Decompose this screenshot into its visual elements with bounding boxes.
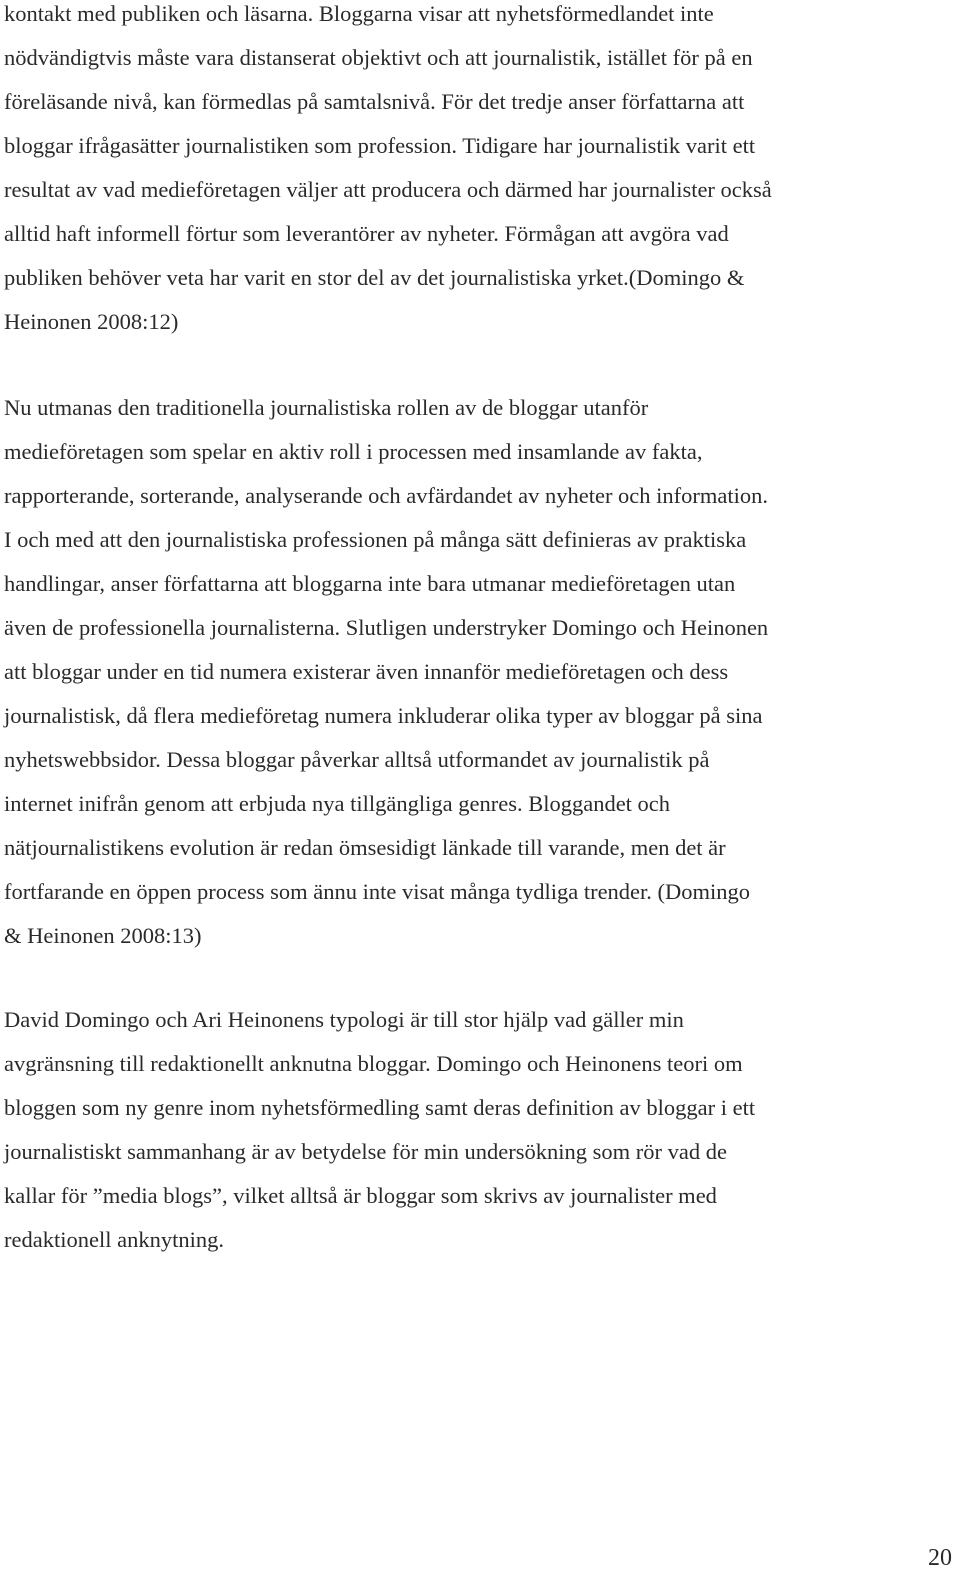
text-line: nödvändigtvis måste vara distanserat objektivt och att journalistik, istället för på en (4, 45, 753, 70)
text-line: rapporterande, sorterande, analyserande och avfärdandet av nyheter och information. (4, 483, 769, 508)
text-line: medieföretagen som spelar en aktiv roll i processen med insamlande av fakta, (4, 439, 703, 464)
text-line: resultat av vad medieföretagen väljer att producera och därmed har journalister också (4, 177, 772, 202)
text-line: David Domingo och Ari Heinonens typologi är till stor hjälp vad gäller min (4, 1007, 684, 1032)
text-line: att bloggar under en tid numera existerar även innanför medieföretagen och dess (4, 659, 729, 684)
text-line: avgränsning till redaktionellt anknutna bloggar. Domingo och Heinonens teori om (4, 1051, 743, 1076)
paragraph (4, 394, 944, 966)
text-line: alltid haft informell förtur som leverantörer av nyheter. Förmågan att avgöra vad (4, 221, 729, 246)
text-line: I och med att den journalistiska professionen på många sätt definieras av praktiska (4, 527, 747, 552)
text-line: Nu utmanas den traditionella journalistiska rollen av de bloggar utanför (4, 395, 649, 420)
text-line: bloggar ifrågasätter journalistiken som profession. Tidigare har journalistik varit ett (4, 133, 756, 158)
text-line: kontakt med publiken och läsarna. Bloggarna visar att nyhetsförmedlandet inte (4, 1, 714, 26)
paragraph (4, 0, 944, 352)
page-number: 20 (928, 1545, 952, 1571)
text-line: redaktionell anknytning. (4, 1227, 224, 1252)
text-line: journalistisk, då flera medieföretag numera inkluderar olika typer av bloggar på sina (4, 703, 763, 728)
text-line: föreläsande nivå, kan förmedlas på samtalsnivå. För det tredje anser författarna att (4, 89, 745, 114)
text-line: handlingar, anser författarna att bloggarna inte bara utmanar medieföretagen utan (4, 571, 736, 596)
text-line: internet inifrån genom att erbjuda nya tillgängliga genres. Bloggandet och (4, 791, 671, 816)
text-line: nätjournalistikens evolution är redan ömsesidigt länkade till varande, men det är (4, 835, 726, 860)
text-line: bloggen som ny genre inom nyhetsförmedling samt deras definition av bloggar i ett (4, 1095, 756, 1120)
text-line: publiken behöver veta har varit en stor del av det journalistiska yrket.(Domingo & (4, 265, 745, 290)
text-line: fortfarande en öppen process som ännu inte visat många tydliga trender. (Domingo (4, 879, 751, 904)
text-line: även de professionella journalisterna. Slutligen understryker Domingo och Heinonen (4, 615, 769, 640)
text-line: kallar för ”media blogs”, vilket alltså är bloggar som skrivs av journalister med (4, 1183, 717, 1208)
paragraph (4, 1006, 944, 1270)
text-line: Heinonen 2008:12) (4, 309, 179, 334)
text-line: & Heinonen 2008:13) (4, 923, 202, 948)
text-line: journalistiskt sammanhang är av betydelse för min undersökning som rör vad de (4, 1139, 727, 1164)
text-line: nyhetswebbsidor. Dessa bloggar påverkar alltså utformandet av journalistik på (4, 747, 710, 772)
